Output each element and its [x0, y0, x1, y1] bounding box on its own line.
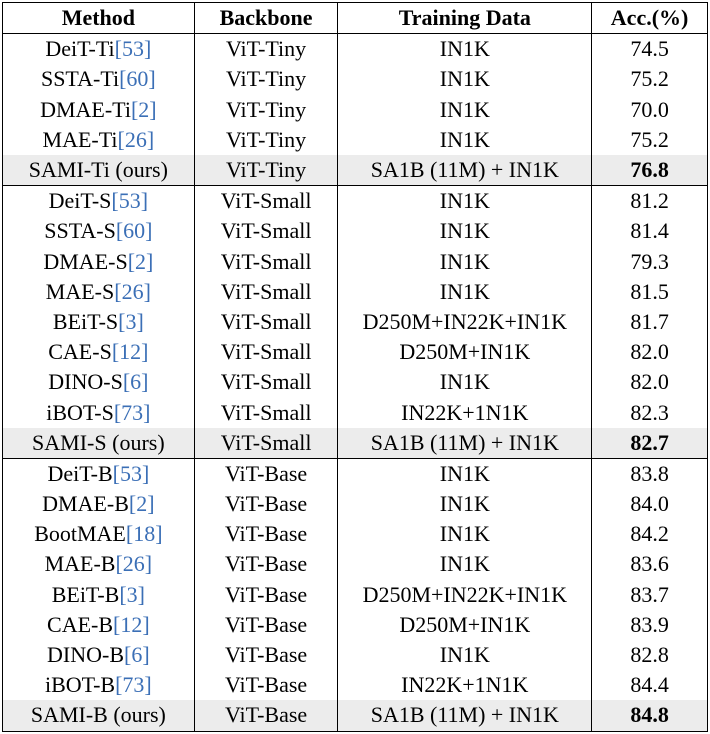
- citation-link[interactable]: [2]: [128, 491, 155, 517]
- method-name: DMAE-S: [43, 248, 128, 274]
- header-training-data: Training Data: [338, 3, 592, 34]
- header-row: [3, 3, 708, 34]
- cell-backbone: ViT-Small: [194, 216, 338, 246]
- table-row: [3, 337, 708, 367]
- cell-method: [3, 700, 195, 731]
- method-name: BootMAE: [34, 521, 126, 547]
- method-name: SAMI-B (ours): [30, 702, 166, 728]
- cell-training-data: IN1K: [338, 64, 592, 94]
- citation-link[interactable]: [53]: [114, 36, 152, 62]
- cell-backbone: ViT-Base: [194, 519, 338, 549]
- cell-training-data: D250M+IN22K+IN1K: [338, 307, 592, 337]
- cell-accuracy: 82.0: [592, 337, 708, 367]
- cell-training-data: SA1B (11M) + IN1K: [338, 700, 592, 731]
- cell-training-data: IN1K: [338, 247, 592, 277]
- cell-accuracy: 84.0: [592, 489, 708, 519]
- cell-method: [3, 549, 195, 579]
- cell-method: [3, 216, 195, 246]
- table-row: [3, 216, 708, 246]
- cell-training-data: IN1K: [338, 458, 592, 489]
- header-accuracy: Acc.(%): [592, 3, 708, 34]
- cell-accuracy: 84.8: [592, 700, 708, 731]
- header-backbone: Backbone: [194, 3, 338, 34]
- cell-accuracy: 82.7: [592, 428, 708, 459]
- method-name: MAE-Ti: [42, 126, 118, 152]
- citation-link[interactable]: [26]: [114, 278, 151, 304]
- cell-training-data: IN1K: [338, 367, 592, 397]
- cell-training-data: IN1K: [338, 277, 592, 307]
- citation-link[interactable]: [53]: [112, 460, 150, 486]
- cell-accuracy: 82.8: [592, 640, 708, 670]
- table-row: [3, 549, 708, 579]
- cell-accuracy: 82.3: [592, 397, 708, 427]
- cell-backbone: ViT-Base: [194, 640, 338, 670]
- cell-accuracy: 83.8: [592, 458, 708, 489]
- method-name: SAMI-Ti (ours): [28, 157, 168, 183]
- table-row: [3, 428, 708, 459]
- method-name: BEiT-S: [52, 308, 119, 334]
- citation-link[interactable]: [3]: [119, 581, 146, 607]
- method-name: CAE-S: [48, 339, 112, 365]
- cell-backbone: ViT-Base: [194, 670, 338, 700]
- method-name: DINO-B: [47, 642, 125, 668]
- method-name: iBOT-S: [46, 399, 114, 425]
- cell-accuracy: 70.0: [592, 95, 708, 125]
- cell-training-data: IN1K: [338, 186, 592, 217]
- cell-method: [3, 580, 195, 610]
- header-method: Method: [3, 3, 195, 34]
- cell-method: [3, 367, 195, 397]
- table-row: [3, 458, 708, 489]
- cell-backbone: ViT-Small: [194, 337, 338, 367]
- citation-link[interactable]: [12]: [113, 611, 150, 637]
- cell-training-data: IN1K: [338, 125, 592, 155]
- method-name: SSTA-Ti: [40, 66, 120, 92]
- cell-backbone: ViT-Base: [194, 489, 338, 519]
- cell-accuracy: 74.5: [592, 34, 708, 65]
- cell-training-data: SA1B (11M) + IN1K: [338, 155, 592, 186]
- method-name: BEiT-B: [51, 581, 120, 607]
- cell-training-data: IN1K: [338, 34, 592, 65]
- method-name: CAE-B: [47, 611, 114, 637]
- cell-backbone: ViT-Base: [194, 580, 338, 610]
- citation-link[interactable]: [73]: [113, 399, 151, 425]
- method-name: DeiT-S: [48, 188, 112, 214]
- table-row: [3, 519, 708, 549]
- cell-training-data: D250M+IN22K+IN1K: [338, 580, 592, 610]
- citation-link[interactable]: [2]: [127, 248, 154, 274]
- cell-accuracy: 81.5: [592, 277, 708, 307]
- cell-training-data: D250M+IN1K: [338, 610, 592, 640]
- cell-training-data: IN22K+1N1K: [338, 397, 592, 427]
- cell-method: [3, 247, 195, 277]
- cell-method: [3, 640, 195, 670]
- table-row: [3, 670, 708, 700]
- cell-method: [3, 277, 195, 307]
- cell-accuracy: 81.2: [592, 186, 708, 217]
- cell-method: [3, 610, 195, 640]
- cell-method: [3, 186, 195, 217]
- method-name: DMAE-B: [42, 491, 129, 517]
- table-row: [3, 580, 708, 610]
- table-row: [3, 397, 708, 427]
- cell-accuracy: 84.2: [592, 519, 708, 549]
- cell-backbone: ViT-Tiny: [194, 64, 338, 94]
- method-name: SSTA-S: [44, 218, 116, 244]
- table-row: [3, 489, 708, 519]
- method-name: DeiT-Ti: [45, 36, 115, 62]
- cell-accuracy: 81.4: [592, 216, 708, 246]
- cell-backbone: ViT-Base: [194, 458, 338, 489]
- cell-training-data: IN1K: [338, 216, 592, 246]
- table-row: [3, 125, 708, 155]
- method-name: DMAE-Ti: [40, 96, 131, 122]
- cell-accuracy: 81.7: [592, 307, 708, 337]
- cell-method: [3, 397, 195, 427]
- cell-backbone: ViT-Tiny: [194, 95, 338, 125]
- cell-accuracy: 76.8: [592, 155, 708, 186]
- cell-method: [3, 34, 195, 65]
- citation-link[interactable]: [60]: [115, 218, 153, 244]
- method-name: SAMI-S (ours): [32, 429, 165, 455]
- method-name: MAE-B: [44, 551, 116, 577]
- cell-method: [3, 337, 195, 367]
- method-name: DINO-S: [48, 369, 123, 395]
- method-name: MAE-S: [45, 278, 115, 304]
- cell-training-data: IN1K: [338, 489, 592, 519]
- method-name: iBOT-B: [44, 672, 116, 698]
- cell-backbone: ViT-Small: [194, 307, 338, 337]
- citation-link[interactable]: [6]: [122, 369, 149, 395]
- table-row: [3, 700, 708, 731]
- cell-training-data: D250M+IN1K: [338, 337, 592, 367]
- citation-link[interactable]: [26]: [117, 126, 155, 152]
- cell-method: [3, 307, 195, 337]
- cell-backbone: ViT-Tiny: [194, 155, 338, 186]
- cell-method: [3, 64, 195, 94]
- cell-method: [3, 95, 195, 125]
- cell-accuracy: 83.6: [592, 549, 708, 579]
- cell-backbone: ViT-Base: [194, 610, 338, 640]
- citation-link[interactable]: [2]: [130, 96, 157, 122]
- method-name: DeiT-B: [47, 460, 113, 486]
- cell-method: [3, 428, 195, 459]
- cell-method: [3, 155, 195, 186]
- cell-accuracy: 79.3: [592, 247, 708, 277]
- cell-accuracy: 83.9: [592, 610, 708, 640]
- citation-link[interactable]: [6]: [124, 642, 150, 668]
- table-row: [3, 34, 708, 65]
- citation-link[interactable]: [53]: [111, 188, 149, 214]
- table-row: [3, 64, 708, 94]
- cell-training-data: IN1K: [338, 95, 592, 125]
- cell-accuracy: 75.2: [592, 125, 708, 155]
- cell-training-data: IN1K: [338, 640, 592, 670]
- cell-backbone: ViT-Small: [194, 247, 338, 277]
- cell-backbone: ViT-Tiny: [194, 34, 338, 65]
- cell-training-data: SA1B (11M) + IN1K: [338, 428, 592, 459]
- cell-backbone: ViT-Small: [194, 367, 338, 397]
- table-row: [3, 610, 708, 640]
- citation-link[interactable]: [3]: [118, 308, 144, 334]
- cell-accuracy: 84.4: [592, 670, 708, 700]
- cell-backbone: ViT-Base: [194, 700, 338, 731]
- table-row: [3, 307, 708, 337]
- citation-link[interactable]: [73]: [115, 672, 152, 698]
- cell-backbone: ViT-Small: [194, 277, 338, 307]
- cell-training-data: IN1K: [338, 549, 592, 579]
- cell-backbone: ViT-Small: [194, 186, 338, 217]
- citation-link[interactable]: [26]: [115, 551, 153, 577]
- results-table: [2, 2, 708, 732]
- table-row: [3, 95, 708, 125]
- table-header: [3, 3, 708, 34]
- citation-link[interactable]: [18]: [125, 521, 163, 547]
- cell-backbone: ViT-Tiny: [194, 125, 338, 155]
- table-row: [3, 277, 708, 307]
- cell-method: [3, 489, 195, 519]
- table-row: [3, 155, 708, 186]
- table-row: [3, 186, 708, 217]
- cell-accuracy: 75.2: [592, 64, 708, 94]
- cell-training-data: IN1K: [338, 519, 592, 549]
- cell-method: [3, 519, 195, 549]
- table-row: [3, 640, 708, 670]
- cell-method: [3, 670, 195, 700]
- cell-backbone: ViT-Small: [194, 428, 338, 459]
- cell-backbone: ViT-Small: [194, 397, 338, 427]
- cell-accuracy: 82.0: [592, 367, 708, 397]
- table-row: [3, 367, 708, 397]
- citation-link[interactable]: [12]: [111, 339, 149, 365]
- citation-link[interactable]: [60]: [119, 66, 156, 92]
- cell-accuracy: 83.7: [592, 580, 708, 610]
- table-row: [3, 247, 708, 277]
- cell-method: [3, 458, 195, 489]
- cell-training-data: IN22K+1N1K: [338, 670, 592, 700]
- cell-backbone: ViT-Base: [194, 549, 338, 579]
- table-body: [3, 34, 708, 731]
- cell-method: [3, 125, 195, 155]
